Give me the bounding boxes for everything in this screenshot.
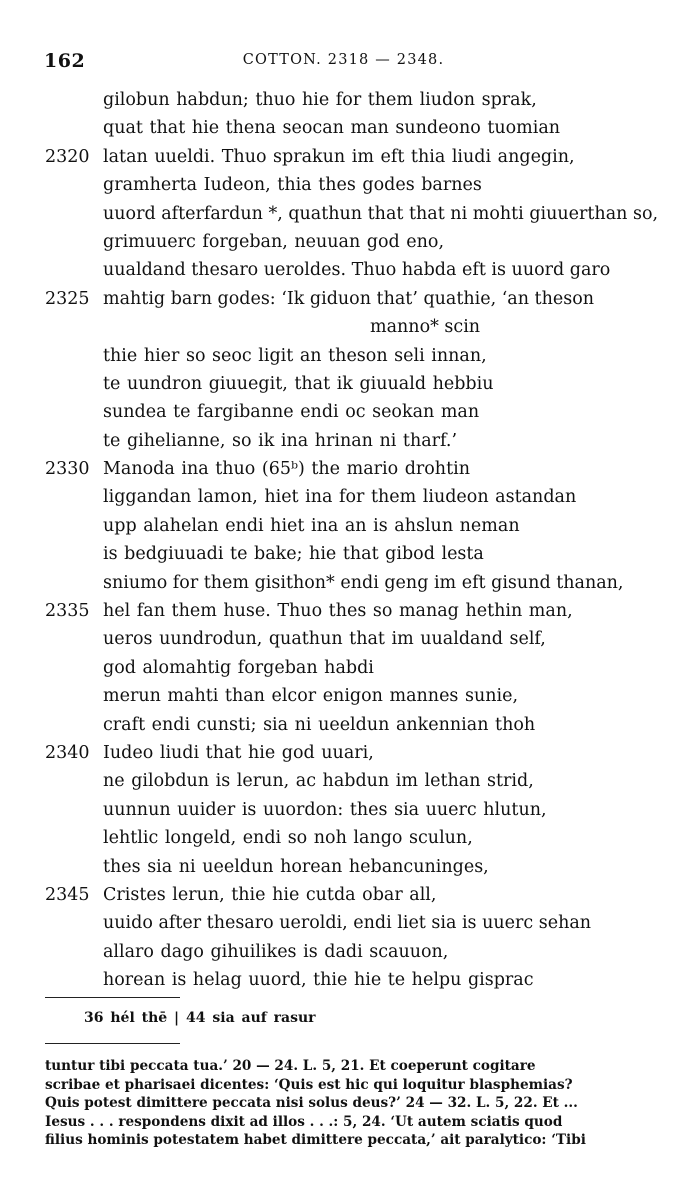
verse-line [0, 857, 687, 885]
verse-line [0, 970, 687, 998]
verse-line [0, 204, 687, 232]
verse-line [0, 942, 687, 970]
footnote-line: filius hominis potestatem habet dimittere peccata,’ ait paralytico: ‘Tibi [45, 1132, 586, 1149]
verse-line [0, 658, 687, 686]
line-number: 2320 [45, 146, 90, 167]
verse-line [0, 402, 687, 430]
line-number: 2325 [45, 288, 90, 309]
footnote-line: scribae et pharisaei dicentes: ‘Quis est hic qui loquitur blasphemias? [45, 1076, 573, 1093]
verse-line [0, 232, 687, 260]
verse-line [0, 601, 687, 629]
line-text: merun mahti than elcor enigon mannes sunie, [103, 686, 519, 707]
line-text: ne gilobdun is lerun, ac habdun im lethan strid, [103, 771, 534, 792]
line-text: quat that hie thena seocan man sundeono tuomian [103, 118, 561, 139]
verse-line [0, 147, 687, 175]
line-text: ueros uundrodun, quathun that im uualdand self, [103, 629, 546, 650]
footnote-line: tuntur tibi peccata tua.’ 20 — 24. L. 5, 21. Et coeperunt cogitare [45, 1058, 536, 1074]
line-text: sundea te fargibanne endi oc seokan man [103, 402, 480, 423]
line-text: Cristes lerun, thie hie cutda obar all, [103, 884, 437, 905]
footnote-line: Iesus . . . respondens dixit ad illos . . .: 5, 24. ‘Ut autem sciatis quod [45, 1113, 563, 1130]
verse-line [0, 686, 687, 714]
verse-line [0, 629, 687, 657]
line-text: gilobun habdun; thuo hie for them liudon sprak, [103, 90, 537, 110]
verse-line [0, 516, 687, 544]
line-text: te uundron giuuegit, that ik giuuald hebbiu [103, 373, 494, 394]
verse-line [0, 118, 687, 146]
verse-line [0, 771, 687, 799]
line-text: is bedgiuuadi te bake; hie that gibod lesta [103, 544, 484, 565]
line-text: Iudeo liudi that hie god uuari, [103, 742, 374, 763]
verse-line [0, 743, 687, 771]
line-text: Manoda ina thuo (65ᵇ) the mario drohtin [103, 459, 470, 480]
line-text: uuido after thesaro ueroldi, endi liet sia is uuerc sehan [103, 913, 592, 934]
verse-line [0, 317, 687, 345]
line-text: uualdand thesaro ueroldes. Thuo habda eft is uuord garo [103, 260, 611, 281]
running-title: COTTON. 2318 — 2348. [242, 52, 445, 68]
line-text: manno* scin [370, 317, 481, 338]
line-text: upp alahelan endi hiet ina an is ahslun neman [103, 515, 520, 536]
line-text: grimuuerc forgeban, neuuan god eno, [103, 231, 445, 252]
verse-line [0, 90, 687, 118]
line-text: hel fan them huse. Thuo thes so manag hethin man, [103, 601, 573, 622]
line-text: uuord afterfardun *, quathun that that ni mohti giuuerthan so, [103, 203, 659, 224]
verse-line [0, 175, 687, 203]
line-text: sniumo for them gisithon* endi geng im eft gisund thanan, [103, 572, 624, 593]
line-text: mahtig barn godes: ‘Ik giduon that’ quathie, ‘an theson [103, 288, 595, 309]
verse-line [0, 828, 687, 856]
verse-line [0, 800, 687, 828]
line-text: thie hier so seoc ligit an theson seli innan, [103, 345, 487, 366]
verse-line [0, 289, 687, 317]
line-text: craft endi cunsti; sia ni ueeldun ankennian thoh [103, 714, 536, 735]
verse-line [0, 913, 687, 941]
line-text: latan uueldi. Thuo sprakun im eft thia liudi angegin, [103, 146, 575, 167]
footnote-divider [45, 1043, 180, 1044]
line-text: gramherta Iudeon, thia thes godes barnes [103, 175, 482, 196]
verse-line [0, 431, 687, 459]
line-text: uunnun uuider is uuordon: thes sia uuerc hlutun, [103, 799, 547, 820]
verse-line [0, 544, 687, 572]
verse-line [0, 374, 687, 402]
verse-line [0, 459, 687, 487]
line-number: 2330 [45, 459, 90, 480]
latin-footnotes [45, 1057, 641, 1150]
line-number: 2340 [45, 742, 90, 763]
line-number: 2335 [45, 601, 90, 622]
verse-line [0, 573, 687, 601]
line-text: liggandan lamon, hiet ina for them liudeon astandan [103, 487, 577, 508]
line-text: thes sia ni ueeldun horean hebancuninges, [103, 856, 489, 877]
line-text: lehtlic longeld, endi so noh lango sculun, [103, 828, 473, 849]
verse-text [0, 90, 687, 999]
footnote-divider [45, 997, 180, 998]
verse-line [0, 260, 687, 288]
verse-line [0, 715, 687, 743]
verse-line [0, 885, 687, 913]
line-text: horean is helag uuord, thie hie te helpu gisprac [103, 970, 534, 991]
footnote-line: Quis potest dimittere peccata nisi solus deus?’ 24 — 32. L. 5, 22. Et ... [45, 1095, 578, 1112]
variant-notes: 36 hél thē | 44 sia auf rasur [84, 1010, 316, 1026]
verse-line [0, 346, 687, 374]
page-number: 162 [44, 50, 86, 72]
line-number: 2345 [45, 884, 90, 905]
verse-line [0, 487, 687, 515]
line-text: allaro dago gihuilikes is dadi scauuon, [103, 941, 449, 962]
line-text: god alomahtig forgeban habdi [103, 657, 374, 678]
line-text: te gihelianne, so ik ina hrinan ni tharf.’ [103, 430, 458, 451]
page-header [0, 50, 687, 72]
